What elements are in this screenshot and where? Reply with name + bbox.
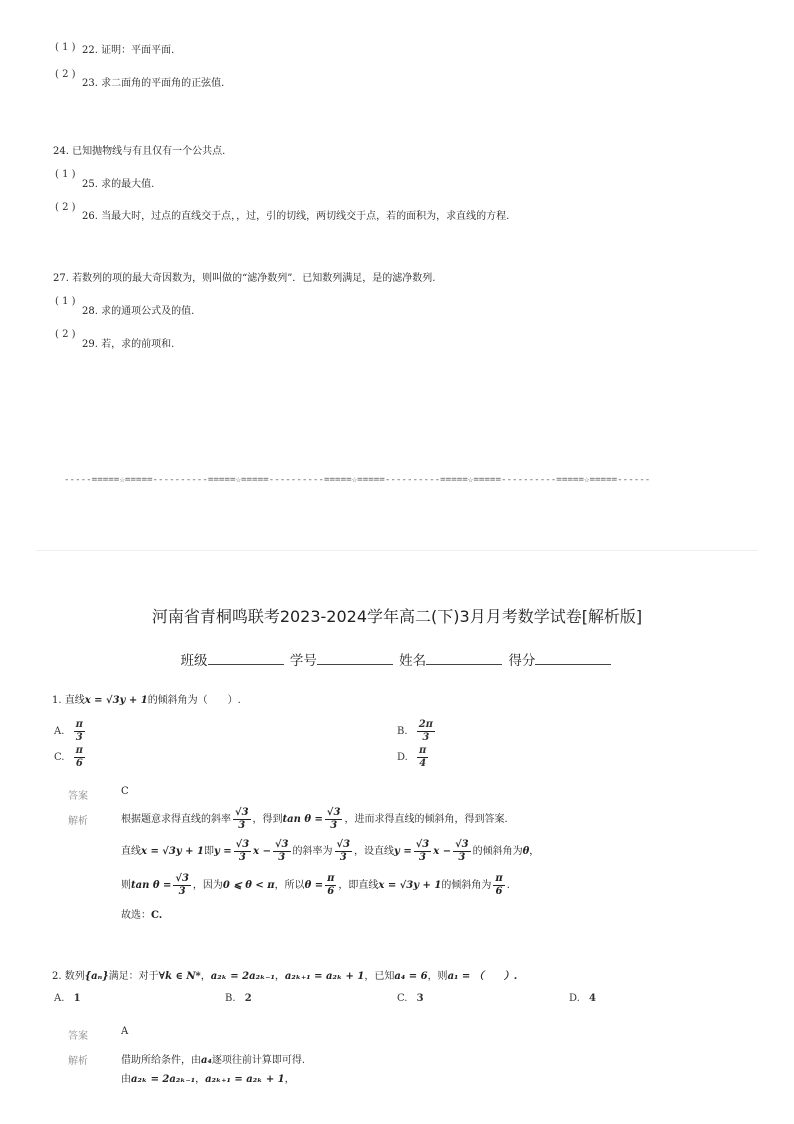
q1-option-c-num: π bbox=[75, 745, 83, 756]
q1-stem bbox=[52, 691, 241, 706]
q2-analysis-line2 bbox=[121, 1070, 295, 1085]
q27-text: 27. 若数列的项的最大奇因数为，则叫做的“滤净数列”．已知数列满足，是的滤净数列. bbox=[53, 273, 436, 284]
q1-line1-text-d: ，进而求得直线的倾斜角，得到答案. bbox=[344, 814, 508, 825]
q2-eq1: a₂ₖ = 2a₂ₖ₋₁ bbox=[210, 971, 275, 982]
q2-known: a₄ = 6 bbox=[394, 971, 428, 982]
q1-line3-theta: θ = bbox=[304, 880, 324, 891]
q1-analysis-line4 bbox=[121, 906, 162, 921]
q1-answer: C bbox=[121, 786, 129, 797]
q2-comma1: ， bbox=[200, 971, 211, 982]
q1-line3-f2d: 6 bbox=[327, 886, 335, 897]
q1-line2-f2n: √3 bbox=[274, 839, 289, 850]
q1-option-d-num: π bbox=[419, 745, 427, 756]
field-name-label: 姓名 bbox=[399, 653, 427, 669]
q1-line2-f3n: √3 bbox=[336, 839, 351, 850]
q1-line2-f5n: √3 bbox=[455, 839, 469, 850]
q1-line3-text-b: ，因为 bbox=[192, 880, 223, 891]
q1-line1-frac2-num: √3 bbox=[326, 807, 341, 818]
q1-line3-tan: tan θ = bbox=[131, 880, 172, 891]
q2-option-a-label: A. bbox=[54, 993, 65, 1004]
q1-option-b-num: 2π bbox=[418, 719, 433, 730]
q2-stem bbox=[52, 967, 517, 982]
q1-option-a bbox=[54, 720, 87, 743]
student-info-fields bbox=[0, 649, 794, 669]
q1-line2-text-c: 的斜率为 bbox=[292, 846, 333, 857]
q1-line2-y: y = bbox=[213, 846, 232, 857]
q1-option-c-label: C. bbox=[54, 752, 65, 763]
q22-sub-label: ( 1 ) bbox=[55, 42, 76, 53]
q28-text: 28. 求的通项公式及的值. bbox=[82, 306, 195, 317]
q2-option-c bbox=[397, 993, 424, 1004]
q1-line3-f1d: 3 bbox=[178, 886, 186, 897]
q2-line2-eq1: a₂ₖ = 2a₂ₖ₋₁ bbox=[131, 1074, 196, 1085]
q2-number: 2. bbox=[52, 971, 62, 982]
q24-text: 24. 已知抛物线与有且仅有一个公共点. bbox=[53, 146, 226, 157]
q1-line2-f4n: √3 bbox=[415, 839, 430, 850]
q1-line2-text-d: ，设直线 bbox=[354, 846, 395, 857]
q2-option-b bbox=[225, 993, 252, 1004]
page-separator bbox=[36, 550, 758, 551]
q1-stem-b: 的倾斜角为（ ）. bbox=[147, 695, 241, 706]
q1-analysis-line3 bbox=[121, 874, 510, 897]
field-id-blank[interactable] bbox=[317, 652, 393, 665]
q2-line2-comma2: ， bbox=[284, 1074, 295, 1085]
q2-option-a bbox=[54, 993, 81, 1004]
q1-option-b-label: B. bbox=[397, 726, 408, 737]
q2-option-d-label: D. bbox=[569, 993, 580, 1004]
q23-sub-label: ( 2 ) bbox=[55, 69, 76, 80]
field-class-blank[interactable] bbox=[208, 652, 284, 665]
field-id-label: 学号 bbox=[289, 653, 317, 669]
q1-line1-text-a: 根据题意求得直线的斜率 bbox=[121, 814, 231, 825]
q1-line3-f3n: π bbox=[495, 873, 503, 884]
q1-option-b-den: 3 bbox=[422, 732, 430, 743]
q1-line3-dot: . bbox=[506, 880, 510, 891]
q1-option-c-den: 6 bbox=[75, 758, 83, 769]
q2-line1-text-a: 借助所给条件，由 bbox=[121, 1055, 201, 1066]
q1-stem-a: 直线 bbox=[64, 695, 85, 706]
q1-line2-f2d: 3 bbox=[278, 852, 286, 863]
q1-line3-text-d: ，所以 bbox=[274, 880, 305, 891]
q25-sub-label: ( 1 ) bbox=[55, 169, 76, 180]
q2-answer-label: 答案 bbox=[68, 1031, 88, 1042]
q1-option-d-label: D. bbox=[397, 752, 408, 763]
q2-line2-eq2: a₂ₖ₊₁ = a₂ₖ + 1 bbox=[205, 1074, 285, 1085]
q2-eq2: a₂ₖ₊₁ = a₂ₖ + 1 bbox=[284, 971, 365, 982]
q1-option-a-value bbox=[74, 720, 85, 743]
q1-equation: x = √3y + 1 bbox=[84, 695, 148, 706]
q1-option-a-num: π bbox=[75, 719, 83, 730]
q2-seq: {aₙ} bbox=[84, 971, 109, 982]
q1-line2-theta: θ bbox=[522, 846, 530, 857]
q2-line2-text-a: 由 bbox=[121, 1074, 131, 1085]
q1-line2-eq: x = √3y + 1 bbox=[141, 846, 204, 857]
q2-comma2: ， bbox=[274, 971, 285, 982]
q1-line1-tan: tan θ = bbox=[282, 814, 323, 825]
section-divider: -----=====☆=====----------=====☆=====----------=====☆=====----------=====☆=====----------=====☆=====------ bbox=[64, 474, 651, 485]
q2-analysis-label: 解析 bbox=[68, 1056, 88, 1067]
q2-option-b-label: B. bbox=[225, 993, 236, 1004]
q1-line2-text-a: 直线 bbox=[121, 846, 141, 857]
q2-analysis-line1 bbox=[121, 1051, 305, 1066]
q1-line1-frac2-den: 3 bbox=[330, 820, 338, 831]
field-name-blank[interactable] bbox=[426, 652, 502, 665]
q1-line3-text-f: 的倾斜角为 bbox=[441, 880, 492, 891]
q1-option-a-label: A. bbox=[54, 726, 65, 737]
q28-sub-label: ( 1 ) bbox=[55, 296, 76, 307]
q1-option-d bbox=[397, 746, 430, 769]
q2-line1-text-b: 逐项往前计算即可得. bbox=[211, 1055, 306, 1066]
q1-analysis-label: 解析 bbox=[68, 816, 88, 827]
q1-line3-f3d: 6 bbox=[495, 886, 503, 897]
q1-line4-text: 故选： bbox=[121, 910, 151, 921]
q1-line3-f2n: π bbox=[327, 873, 335, 884]
q1-option-b-value bbox=[417, 720, 435, 743]
q1-option-d-den: 4 bbox=[419, 758, 427, 769]
q1-line2-y2: y = bbox=[394, 846, 412, 857]
q2-line1-var: a₄ bbox=[201, 1055, 212, 1066]
q2-stem-c: ，已知 bbox=[364, 971, 395, 982]
q2-cond: ∀k ∈ N* bbox=[158, 971, 201, 982]
q2-stem-b: 满足：对于 bbox=[108, 971, 159, 982]
q1-line2-xm: x − bbox=[253, 846, 271, 857]
q1-line2-text-b: 即 bbox=[203, 846, 214, 857]
q29-sub-label: ( 2 ) bbox=[55, 329, 76, 340]
page-title: 河南省青桐鸣联考2023-2024学年高二(下)3月月考数学试卷[解析版] bbox=[151, 607, 643, 626]
field-class-label: 班级 bbox=[180, 653, 208, 669]
q1-line1-frac1-den: 3 bbox=[238, 820, 246, 831]
q26-text: 26. 当最大时，过点的直线交于点，，过，引的切线，两切线交于点，若的面积为，求直线的方程. bbox=[82, 211, 510, 222]
q1-option-c-value bbox=[74, 746, 85, 769]
q2-option-d-value: 4 bbox=[589, 993, 596, 1004]
q2-option-b-value: 2 bbox=[244, 993, 252, 1004]
q1-line3-eq: x = √3y + 1 bbox=[378, 880, 442, 891]
q1-analysis-line1 bbox=[121, 808, 508, 831]
q1-analysis-line2 bbox=[121, 840, 539, 863]
q1-line1-text-b: ，得到 bbox=[252, 814, 283, 825]
q1-line3-text-a: 则 bbox=[121, 880, 131, 891]
q2-stem-a: 数列 bbox=[64, 971, 85, 982]
q1-number: 1. bbox=[52, 695, 62, 706]
q1-line2-xm2: x − bbox=[433, 846, 452, 857]
q2-target: a₁ = （ ）. bbox=[447, 971, 518, 982]
q29-text: 29. 若，求的前项和. bbox=[82, 339, 175, 350]
q1-option-b bbox=[397, 720, 437, 743]
q1-option-d-value bbox=[417, 746, 428, 769]
q1-option-a-den: 3 bbox=[75, 732, 83, 743]
q1-line2-f5d: 3 bbox=[458, 852, 466, 863]
q1-line2-f3d: 3 bbox=[339, 852, 347, 863]
q2-option-a-value: 1 bbox=[73, 993, 81, 1004]
q1-line2-text-e: 的倾斜角为 bbox=[472, 846, 523, 857]
q1-line2-f1d: 3 bbox=[238, 852, 246, 863]
q1-option-c bbox=[54, 746, 87, 769]
q1-line2-comma: ， bbox=[529, 846, 540, 857]
q23-text: 23. 求二面角的平面角的正弦值. bbox=[82, 78, 225, 89]
q22-text: 22. 证明：平面平面. bbox=[82, 45, 175, 56]
q1-line1-frac1-num: √3 bbox=[235, 807, 249, 818]
q25-text: 25. 求的最大值. bbox=[82, 179, 155, 190]
q1-line3-text-e: ，即直线 bbox=[338, 880, 379, 891]
q26-sub-label: ( 2 ) bbox=[55, 202, 76, 213]
field-score-label: 得分 bbox=[508, 653, 536, 669]
q1-line2-f1n: √3 bbox=[235, 839, 250, 850]
q2-answer: A bbox=[121, 1026, 129, 1037]
field-score-blank[interactable] bbox=[535, 652, 611, 665]
q1-line3-f1n: √3 bbox=[175, 873, 189, 884]
q1-line2-f4d: 3 bbox=[419, 852, 426, 863]
q2-stem-d: ，则 bbox=[427, 971, 448, 982]
q1-line4-answer: C. bbox=[151, 910, 163, 921]
q2-option-c-value: 3 bbox=[416, 993, 424, 1004]
q2-option-d bbox=[569, 993, 596, 1004]
q2-option-c-label: C. bbox=[397, 993, 408, 1004]
q1-line3-range: 0 ⩽ θ < π bbox=[222, 880, 275, 891]
q2-line2-comma1: ， bbox=[195, 1074, 206, 1085]
q1-answer-label: 答案 bbox=[68, 791, 88, 802]
